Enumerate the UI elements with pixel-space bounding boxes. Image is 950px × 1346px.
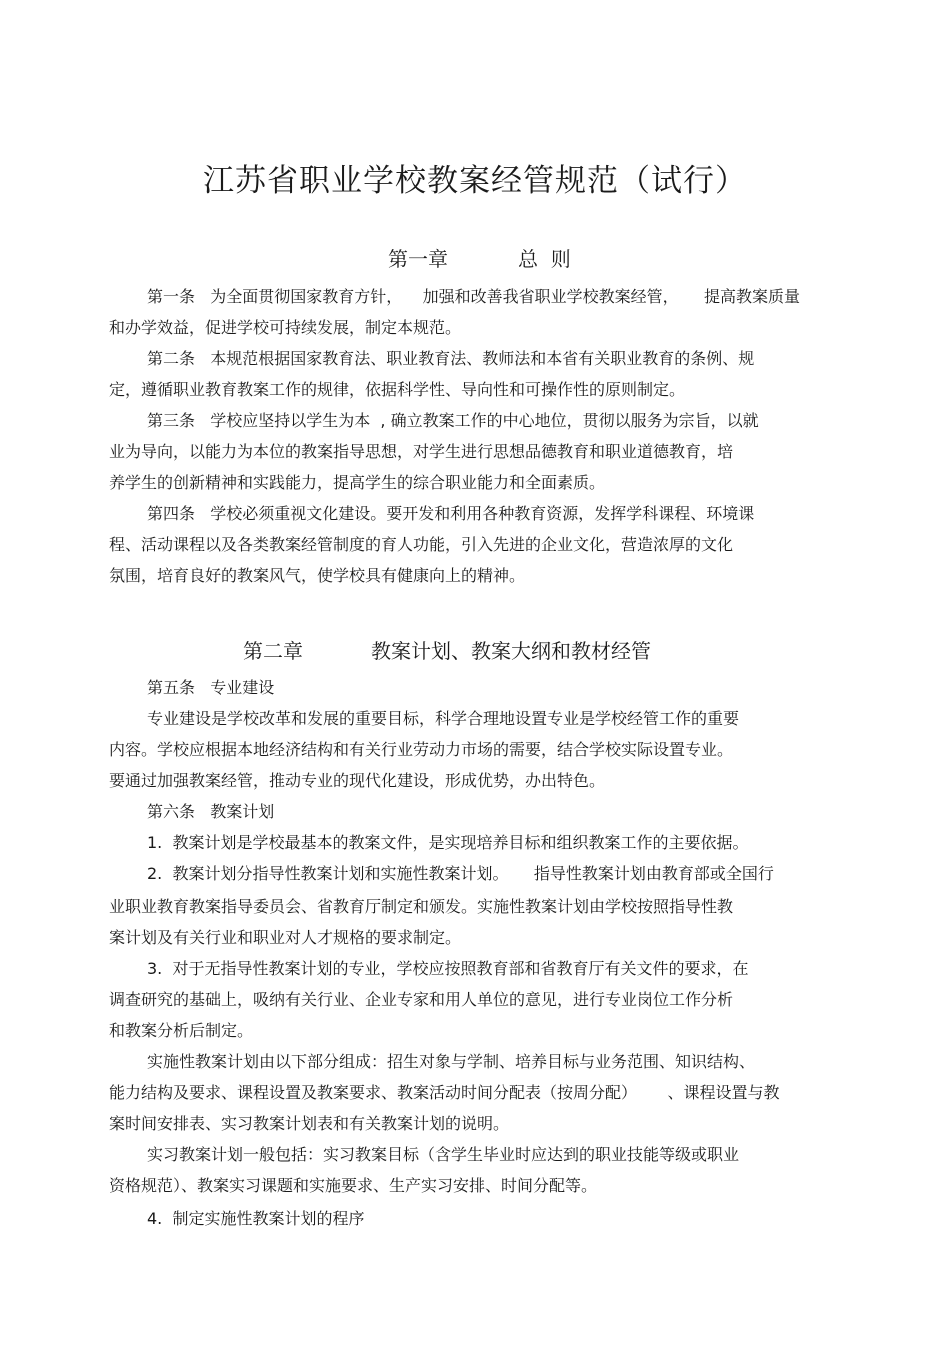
text-line: 专业建设是学校改革和发展的重要目标，科学合理地设置专业是学校经管工作的重要 [147,709,740,728]
document-title: 江苏省职业学校教案经管规范（试行） [203,163,747,199]
text-line: 第六条 教案计划 [147,802,275,821]
text-line: 能力结构及要求、课程设置及教案要求、教案活动时间分配表（按周分配） 、课程设置与教 [109,1083,780,1102]
text-line: 实习教案计划一般包括：实习教案目标（含学生毕业时应达到的职业技能等级或职业 [147,1145,740,1164]
text-line: 养学生的创新精神和实践能力，提高学生的综合职业能力和全面素质。 [109,473,606,492]
text-line: 4. 制定实施性教案计划的程序 [147,1209,365,1228]
text-line: 要通过加强教案经管，推动专业的现代化建设，形成优势，办出特色。 [109,771,606,790]
text-line: 程、活动课程以及各类教案经管制度的育人功能，引入先进的企业文化，营造浓厚的文化 [109,535,734,554]
text-line: 和办学效益，促进学校可持续发展，制定本规范。 [109,318,462,337]
text-line: 案计划及有关行业和职业对人才规格的要求制定。 [109,928,462,947]
text-line: 定，遵循职业教育教案工作的规律，依据科学性、导向性和可操作性的原则制定。 [109,380,686,399]
text-line: 和教案分析后制定。 [109,1021,254,1040]
text-line: 业职业教育教案指导委员会、省教育厅制定和颁发。实施性教案计划由学校按照指导性教 [109,897,734,916]
text-line: 1. 教案计划是学校最基本的教案文件，是实现培养目标和组织教案工作的主要依据。 [147,833,749,852]
text-line: 第二条 本规范根据国家教育法、职业教育法、教师法和本省有关职业教育的条例、规 [147,349,755,368]
text-line: 第四条 学校必须重视文化建设。要开发和利用各种教育资源，发挥学科课程、环境课 [147,504,755,523]
text-line: 第一条 为全面贯彻国家教育方针， 加强和改善我省职业学校教案经管， 提高教案质量 [147,287,801,306]
text-line: 案时间安排表、实习教案计划表和有关教案计划的说明。 [109,1114,510,1133]
text-line: 业为导向，以能力为本位的教案指导思想，对学生进行思想品德教育和职业道德教育，培 [109,442,734,461]
chapter-2-name: 教案计划、教案大纲和教材经管 [371,639,651,663]
text-line: 3. 对于无指导性教案计划的专业，学校应按照教育部和省教育厅有关文件的要求，在 [147,959,749,978]
text-line: 调查研究的基础上，吸纳有关行业、企业专家和用人单位的意见，进行专业岗位工作分析 [109,990,734,1009]
text-line: 第五条 专业建设 [147,678,275,697]
chapter-1-name: 总 则 [518,247,571,271]
text-line: 内容。学校应根据本地经济结构和有关行业劳动力市场的需要，结合学校实际设置专业。 [109,740,734,759]
text-line: 资格规范）、教案实习课题和实施要求、生产实习安排、时间分配等。 [109,1176,598,1195]
chapter-2-number: 第二章 [243,639,303,663]
text-line: 第三条 学校应坚持以学生为本 , 确立教案工作的中心地位，贯彻以服务为宗旨，以就 [147,411,759,430]
text-line: 实施性教案计划由以下部分组成：招生对象与学制、培养目标与业务范围、知识结构、 [147,1052,756,1071]
text-line: 2. 教案计划分指导性教案计划和实施性教案计划。 指导性教案计划由教育部或全国行 [147,864,774,883]
text-line: 氛围，培育良好的教案风气，使学校具有健康向上的精神。 [109,566,526,585]
chapter-1-number: 第一章 [388,247,448,271]
